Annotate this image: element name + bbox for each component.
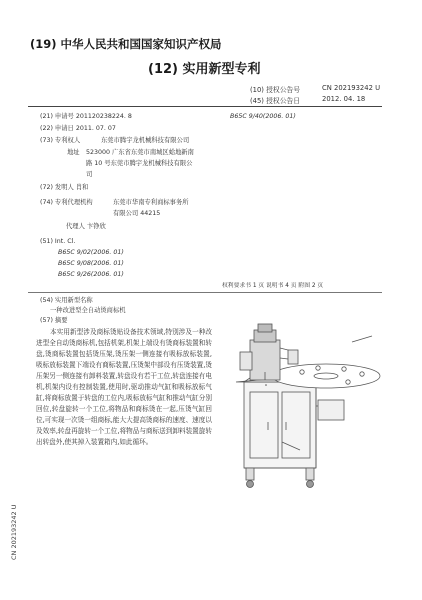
title-label: (54) 实用新型名称: [40, 297, 93, 304]
page-count-info: 权利要求书 1 页 说明书 4 页 附图 2 页: [222, 283, 324, 289]
issuer-title: (19) 中华人民共和国国家知识产权局: [30, 37, 222, 51]
agency-line-2: 有限公司 44215: [113, 210, 161, 217]
address-line-3: 司: [86, 171, 93, 178]
side-publication-number: CN 202193242 U: [10, 504, 18, 560]
address-label: 地址: [67, 149, 80, 156]
machine-cabinet: [244, 382, 316, 468]
ipc-main: B65C 9/40(2006. 01): [230, 113, 296, 120]
agency-label: (74) 专利代理机构: [40, 199, 93, 206]
address-line-2: 路 10 号东莞市腾宇龙机械科技有限公: [86, 160, 193, 167]
section-rule: [28, 292, 382, 293]
caster: [246, 468, 254, 480]
inventor: (72) 发明人 肖和: [40, 184, 89, 191]
abstract-text: 本实用新型涉及商标烫贴设备技术领域,特别涉及一种改进型全自动烫商标机,包括机架,机架上端设有烫商标装置和转盘,烫商标装置包括烫压架,烫压架一侧连接有吸标放标装置,吸标放标装置下端设有商标装置,压烫架中部设有压烫装置,烫压架另一侧连接有卸料装置,转盘设有若干工位,转盘连接有电机,机架内设有控制装置,使用时,驱动推动气缸和吸标放标气缸,将商标放置于转盘的工位内,吸标放标气缸和推动气缸分别回位,转盘旋转一个工位,将物品和商标烫在一起,压烫气缸回位,可实现一次烫一组商标,能大大提高烫商标的速度、速度以及效率,转盘再旋转一个工位,将物品与商标送到卸料装置旋转出转盘外,使其掉入装置箱内,如此循环。: [36, 328, 212, 446]
int-cl-item: B65C 9/02(2006. 01): [58, 249, 124, 256]
abstract-label: (57) 摘要: [40, 317, 68, 324]
application-number: (21) 申请号 201120238224. 8: [40, 113, 132, 120]
header-rule: [28, 106, 382, 107]
agency-line-1: 东莞市华南专利商标事务所: [113, 199, 189, 206]
turntable: [272, 364, 380, 388]
utility-model-title: 一种改进型全自动烫商标机: [50, 307, 126, 314]
publication-number-label: (10) 授权公告号: [250, 86, 301, 94]
int-cl-item: B65C 9/08(2006. 01): [58, 260, 124, 267]
application-date: (22) 申请日 2011. 07. 07: [40, 125, 116, 132]
document-type: (12) 实用新型专利: [148, 62, 261, 77]
patentee: 东莞市腾宇龙机械科技有限公司: [101, 137, 190, 144]
int-cl-label: (51) Int. Cl.: [40, 238, 76, 245]
patentee-label: (73) 专利权人: [40, 137, 81, 144]
int-cl-item: B65C 9/26(2006. 01): [58, 271, 124, 278]
publication-number: CN 202193242 U: [322, 84, 381, 92]
machine-drawing: [222, 322, 392, 497]
address-line-1: 523000 广东省东莞市南城区蛤地新南: [86, 149, 194, 156]
publication-date: 2012. 04. 18: [322, 95, 366, 103]
publication-date-label: (45) 授权公告日: [250, 97, 301, 105]
agent: 代理人 卞铮欣: [66, 223, 106, 230]
caster: [306, 468, 314, 480]
